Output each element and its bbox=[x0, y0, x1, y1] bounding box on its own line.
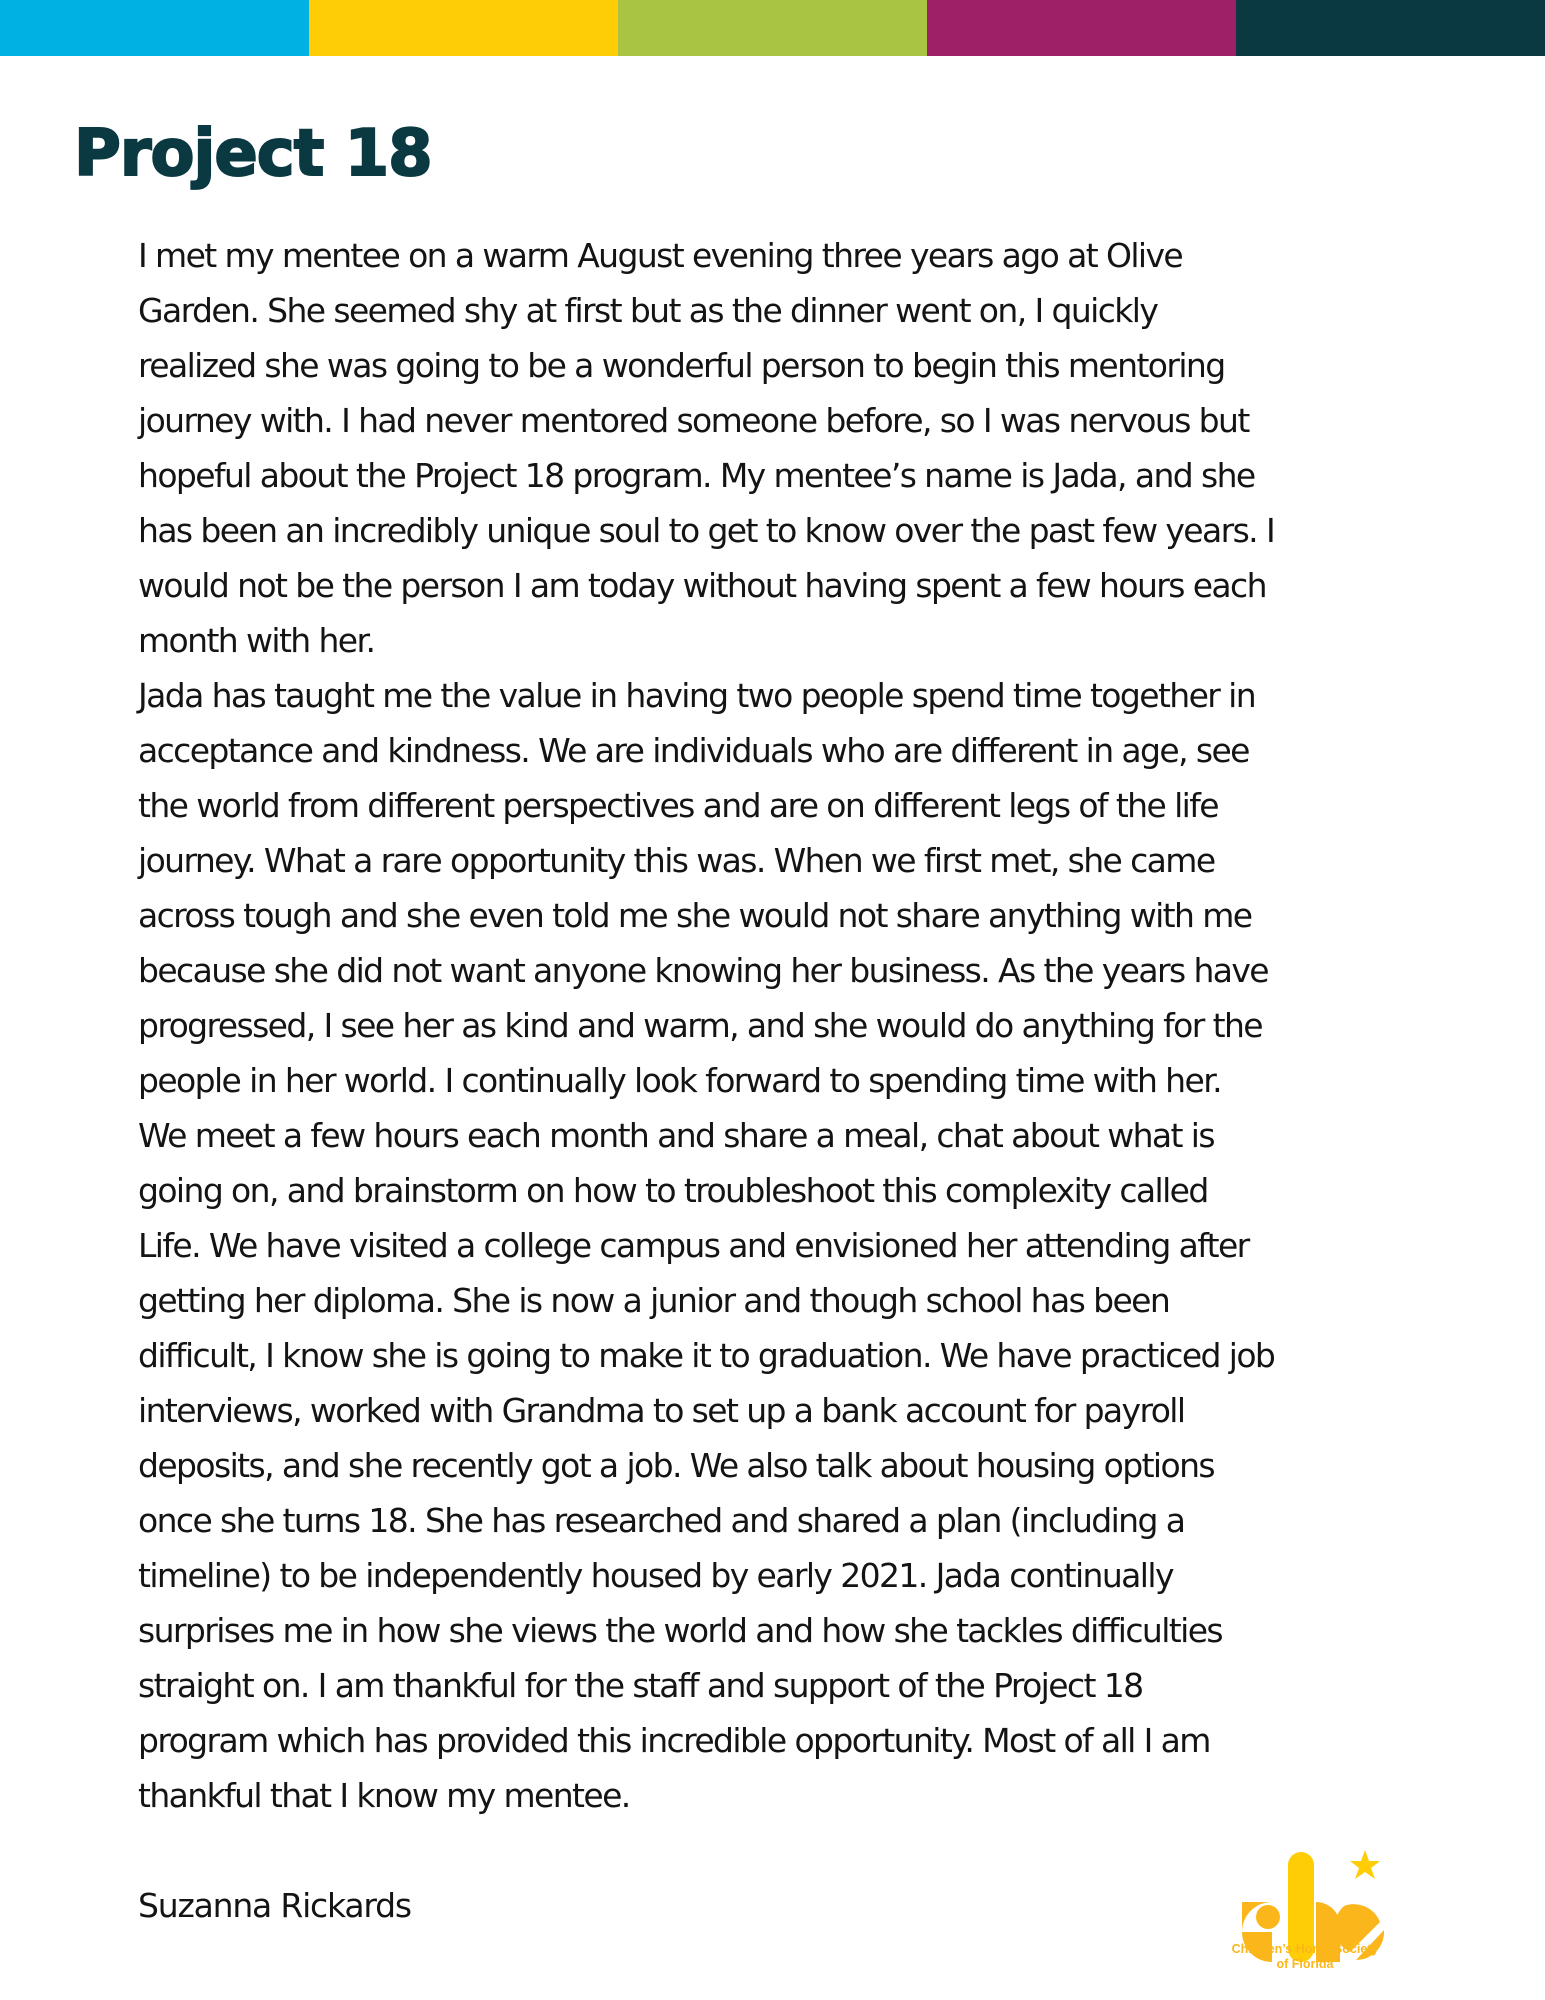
body-text-line: because she did not want anyone knowing her business. As the years have bbox=[138, 951, 1269, 990]
body-text-line: hopeful about the Project 18 program. My mentee’s name is Jada, and she bbox=[138, 456, 1255, 495]
page-title: Project 18 bbox=[74, 117, 432, 191]
body-text-line: journey with. I had never mentored someone before, so I was nervous but bbox=[138, 401, 1249, 440]
body-text-line: Life. We have visited a college campus and envisioned her attending after bbox=[138, 1226, 1249, 1265]
body-text-line: month with her. bbox=[138, 621, 375, 660]
star-icon bbox=[1350, 1850, 1380, 1879]
color-bar-segment-blue bbox=[0, 0, 309, 56]
logo-org-name bbox=[1200, 1942, 1410, 1972]
body-text-line: getting her diploma. She is now a junior and though school has been bbox=[138, 1281, 1170, 1320]
body-text-line: would not be the person I am today without having spent a few hours each bbox=[138, 566, 1266, 605]
body-text-line: difficult, I know she is going to make it to graduation. We have practiced job bbox=[138, 1336, 1275, 1375]
color-bar-segment-green bbox=[618, 0, 927, 56]
logo-org-name-line1: Children’s Home Society bbox=[1231, 1942, 1379, 1956]
body-text-line: interviews, worked with Grandma to set up a bank account for payroll bbox=[138, 1391, 1185, 1430]
body-text-line: thankful that I know my mentee. bbox=[138, 1776, 630, 1815]
body-text-line: journey. What a rare opportunity this was. When we first met, she came bbox=[138, 841, 1215, 880]
signature-author: Suzanna Rickards bbox=[138, 1886, 411, 1925]
body-text-line: program which has provided this incredible opportunity. Most of all I am bbox=[138, 1721, 1210, 1760]
body-text-line: acceptance and kindness. We are individuals who are different in age, see bbox=[138, 731, 1249, 770]
body-text-line: timeline) to be independently housed by early 2021. Jada continually bbox=[138, 1556, 1173, 1595]
brand-color-bar bbox=[0, 0, 1545, 56]
color-bar-segment-magenta bbox=[927, 0, 1236, 56]
body-text-line: surprises me in how she views the world and how she tackles difficulties bbox=[138, 1611, 1222, 1650]
testimonial-body bbox=[138, 228, 1418, 1823]
body-text-line: progressed, I see her as kind and warm, and she would do anything for the bbox=[138, 1006, 1262, 1045]
color-bar-segment-dark-teal bbox=[1236, 0, 1545, 56]
logo-org-name-line2: of Florida bbox=[1276, 1957, 1334, 1971]
body-text-line: the world from different perspectives and are on different legs of the life bbox=[138, 786, 1218, 825]
body-text-line: people in her world. I continually look forward to spending time with her. bbox=[138, 1061, 1222, 1100]
body-text-line: has been an incredibly unique soul to get to know over the past few years. I bbox=[138, 511, 1275, 550]
body-text-line: once she turns 18. She has researched and shared a plan (including a bbox=[138, 1501, 1185, 1540]
body-text-line: We meet a few hours each month and share a meal, chat about what is bbox=[138, 1116, 1214, 1155]
body-text-line: I met my mentee on a warm August evening three years ago at Olive bbox=[138, 236, 1183, 275]
body-text-line: deposits, and she recently got a job. We also talk about housing options bbox=[138, 1446, 1214, 1485]
body-text-line: straight on. I am thankful for the staff and support of the Project 18 bbox=[138, 1666, 1143, 1705]
body-text-line: Garden. She seemed shy at first but as the dinner went on, I quickly bbox=[138, 291, 1158, 330]
body-text-line: Jada has taught me the value in having two people spend time together in bbox=[138, 676, 1256, 715]
body-text-line: realized she was going to be a wonderful person to begin this mentoring bbox=[138, 346, 1225, 385]
body-text-line: going on, and brainstorm on how to troubleshoot this complexity called bbox=[138, 1171, 1208, 1210]
color-bar-segment-yellow bbox=[309, 0, 618, 56]
body-text-line: across tough and she even told me she would not share anything with me bbox=[138, 896, 1252, 935]
